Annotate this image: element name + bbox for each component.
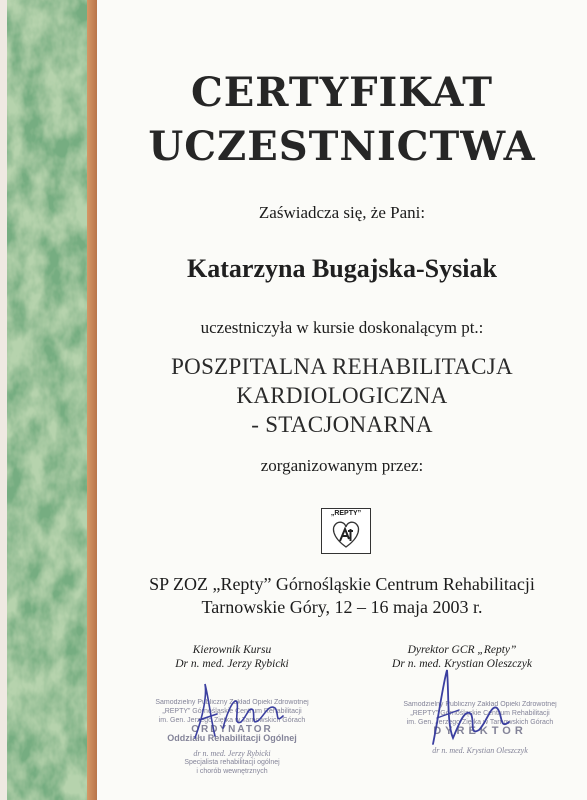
participation-text: uczestniczyła w kursie doskonalącym pt.: — [200, 318, 484, 337]
attest-text: Zaświadcza się, że Pani: — [258, 203, 426, 222]
right-stamp-line: „REPTY” Górnośląskie Centrum Rehabilitacji — [410, 710, 550, 717]
left-stamp-dept: Oddziału Rehabilitacji Ogólnej — [167, 733, 297, 743]
right-signatory-name: Dr n. med. Krystian Oleszczyk — [392, 658, 532, 670]
right-stamp-line: Samodzielny Publiczny Zakład Opieki Zdrowotnej — [403, 701, 557, 708]
right-stamp-title: DYREKTOR — [433, 725, 527, 737]
repty-logo — [321, 508, 371, 554]
left-stamp-spec: Specjalista rehabilitacji ogólnej — [184, 759, 280, 766]
organized-by-text: zorganizowanym przez: — [260, 456, 424, 475]
left-signatory — [137, 643, 327, 671]
repty-logo-text: „REPTY” — [330, 510, 362, 517]
participant-name: Katarzyna Bugajska-Sysiak — [187, 254, 497, 283]
course-title-line1: POSZPITALNA REHABILITACJA — [171, 354, 513, 379]
organizer-name: SP ZOZ „Repty” Górnośląskie Centrum Rehabilitacji — [149, 574, 535, 594]
left-stamp-line: „REPTY” Górnośląskie Centrum Rehabilitacji — [162, 708, 302, 715]
right-signatory-role: Dyrektor GCR „Repty” — [407, 644, 517, 656]
left-stamp-name: dr n. med. Jerzy Rybicki — [193, 749, 271, 758]
right-stamp-name: dr n. med. Krystian Oleszczyk — [432, 746, 528, 755]
certificate-title-line2: UCZESTNICTWA — [148, 123, 536, 170]
right-stamp-line: im. Gen. Jerzego Ziętka w Tarnowskich Górach — [406, 719, 554, 726]
left-handwritten-signature — [185, 676, 295, 746]
place-and-dates: Tarnowskie Góry, 12 – 16 maja 2003 r. — [201, 597, 483, 617]
left-stamp-title: ORDYNATOR — [191, 724, 273, 735]
left-signatory-role: Kierownik Kursu — [192, 644, 272, 656]
certificate-title-line1: CERTYFIKAT — [190, 69, 494, 116]
certificate-page — [97, 0, 587, 800]
course-title-line3: - STACJONARNA — [251, 412, 433, 437]
left-stamp-spec: i chorób wewnętrznych — [196, 768, 268, 775]
decorative-marble-border — [0, 0, 97, 800]
heart-icon — [322, 509, 370, 553]
left-signatory-name: Dr n. med. Jerzy Rybicki — [175, 658, 289, 670]
left-stamp-line: im. Gen. Jerzego Ziętka w Tarnowskich Górach — [158, 717, 306, 724]
course-title-line2: KARDIOLOGICZNA — [236, 383, 448, 408]
marble-pattern — [0, 0, 97, 800]
left-stamp-line: Samodzielny Publiczny Zakład Opieki Zdrowotnej — [155, 699, 309, 706]
right-handwritten-signature — [413, 664, 523, 754]
